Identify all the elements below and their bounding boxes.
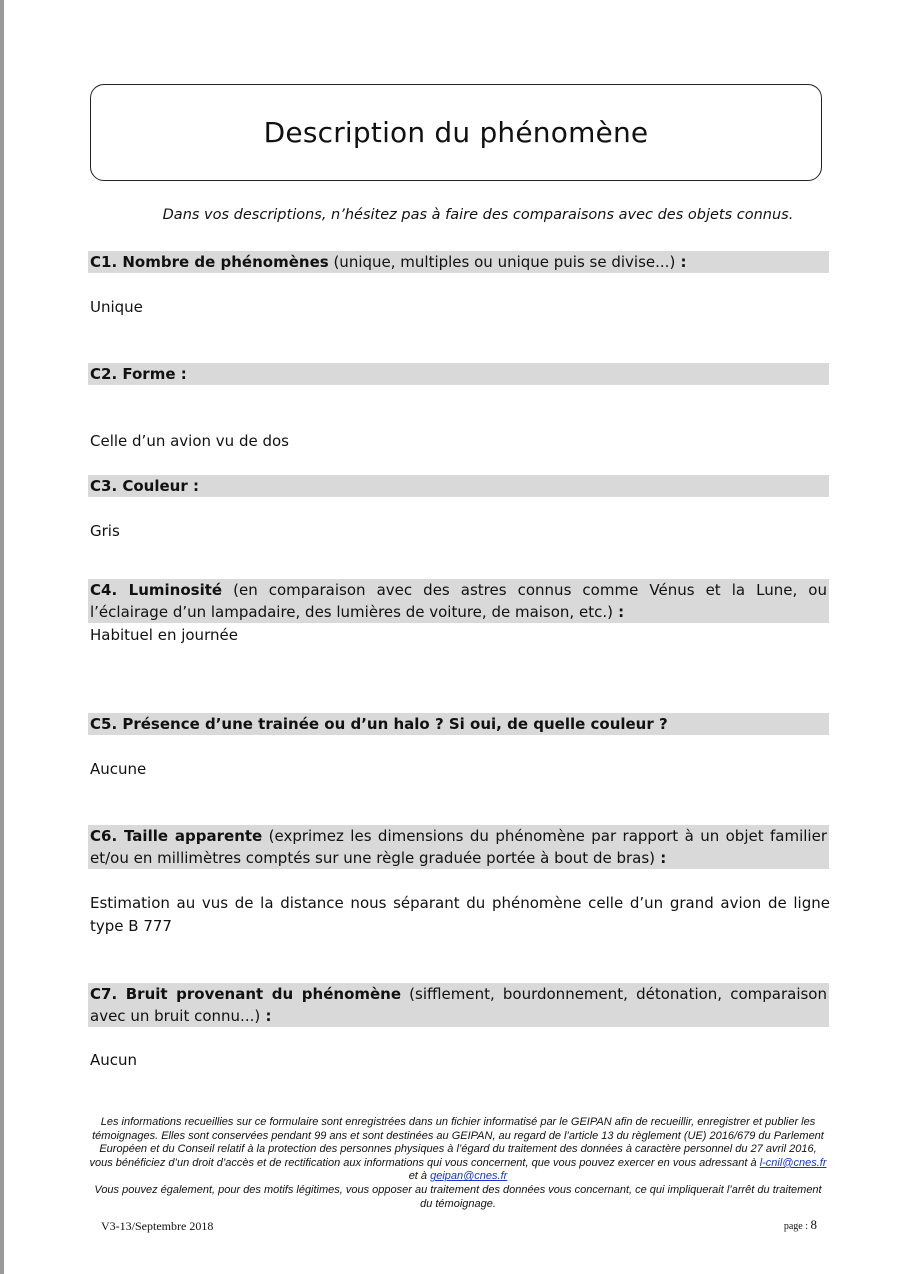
page-label: page :	[783, 1221, 811, 1232]
section-c1-label: C1. Nombre de phénomènes	[90, 253, 329, 271]
section-c2-label: C2. Forme :	[90, 365, 187, 383]
section-c6-hint: (exprimez les dimensions du phénomène par rapport à un objet familier et/ou en millimètres comptés sur une règle graduée portée à bout de bras)	[90, 827, 827, 867]
legal-and: et à	[408, 1170, 431, 1183]
section-c7-hint: (sifflement, bourdonnement, détonation, comparaison avec un bruit connu...)	[90, 985, 827, 1025]
page-title: Description du phénomène	[263, 116, 649, 149]
section-c1-header	[88, 251, 829, 273]
section-c3-answer: Gris	[90, 522, 120, 540]
section-c7-header	[88, 983, 829, 1027]
legal-text-opposition: Vous pouvez également, pour des motifs légitimes, vous opposer au traitement des données vous concernant, ce qui impliquerait l’arrêt du traitement du témoignage.	[94, 1183, 822, 1210]
section-c6-label: C6. Taille apparente	[90, 827, 263, 845]
section-c5-answer: Aucune	[90, 760, 147, 778]
section-c5-label: C5. Présence d’une trainée ou d’un halo ? Si oui, de quelle couleur ?	[90, 715, 668, 733]
section-c7-suffix: :	[260, 1007, 272, 1025]
section-c2-header	[88, 363, 829, 385]
intro-text: Dans vos descriptions, n’hésitez pas à faire des comparaisons avec des objets connus.	[162, 207, 794, 223]
section-c4-header	[88, 579, 829, 623]
section-c7-label: C7. Bruit provenant du phénomène	[90, 985, 402, 1003]
section-c1-answer: Unique	[90, 298, 143, 316]
section-c6-answer: Estimation au vus de la distance nous séparant du phénomène celle d’un grand avion de ligne type B 777	[90, 894, 830, 935]
section-c1-suffix: :	[675, 253, 687, 271]
section-c5-header	[88, 713, 829, 735]
section-c6-suffix: :	[655, 849, 667, 867]
legal-text-main: Les informations recueillies sur ce formulaire sont enregistrées dans un fichier informatisé par le GEIPAN afin de recueillir, enregistrer et publier les témoignages. Elles sont conservées pendant 99 ans et sont destinées au GEIPAN, au regard de l’article 13 du règlement (UE) 2016/679 du Parlement Européen et du Conseil relatif à la protection des personnes physiques à l’égard du traitement des données à caractère personnel du 27 avril 2016, vous bénéficiez d’un droit d’accès et de rectification aux informations qui vous concernent, que vous pouvez exercer en vous adressant à	[89, 1116, 824, 1169]
section-c4-answer: Habituel en journée	[90, 626, 238, 644]
cnil-email-link[interactable]: l-cnil@cnes.fr	[759, 1156, 827, 1169]
section-c7-answer: Aucun	[90, 1051, 138, 1069]
geipan-email-link[interactable]: geipan@cnes.fr	[430, 1170, 508, 1183]
section-c3-header	[88, 475, 829, 497]
section-c4-hint: (en comparaison avec des astres connus comme Vénus et la Lune, ou l’éclairage d’un lampadaire, des lumières de voiture, de maison, etc.)	[90, 581, 827, 621]
page-indicator	[784, 1217, 817, 1233]
version-label: V3-13/Septembre 2018	[101, 1219, 214, 1233]
section-c1-hint: (unique, multiples ou unique puis se divise...)	[328, 253, 676, 271]
legal-notice	[88, 1116, 828, 1211]
page-number: 8	[810, 1217, 817, 1232]
section-c2-answer: Celle d’un avion vu de dos	[90, 432, 289, 450]
title-box	[90, 84, 822, 181]
section-c3-label: C3. Couleur :	[90, 477, 199, 495]
section-c4-suffix: :	[612, 603, 625, 621]
page-edge	[0, 0, 4, 1274]
section-c4-label: C4. Luminosité	[90, 581, 223, 599]
section-c6-header	[88, 825, 829, 869]
